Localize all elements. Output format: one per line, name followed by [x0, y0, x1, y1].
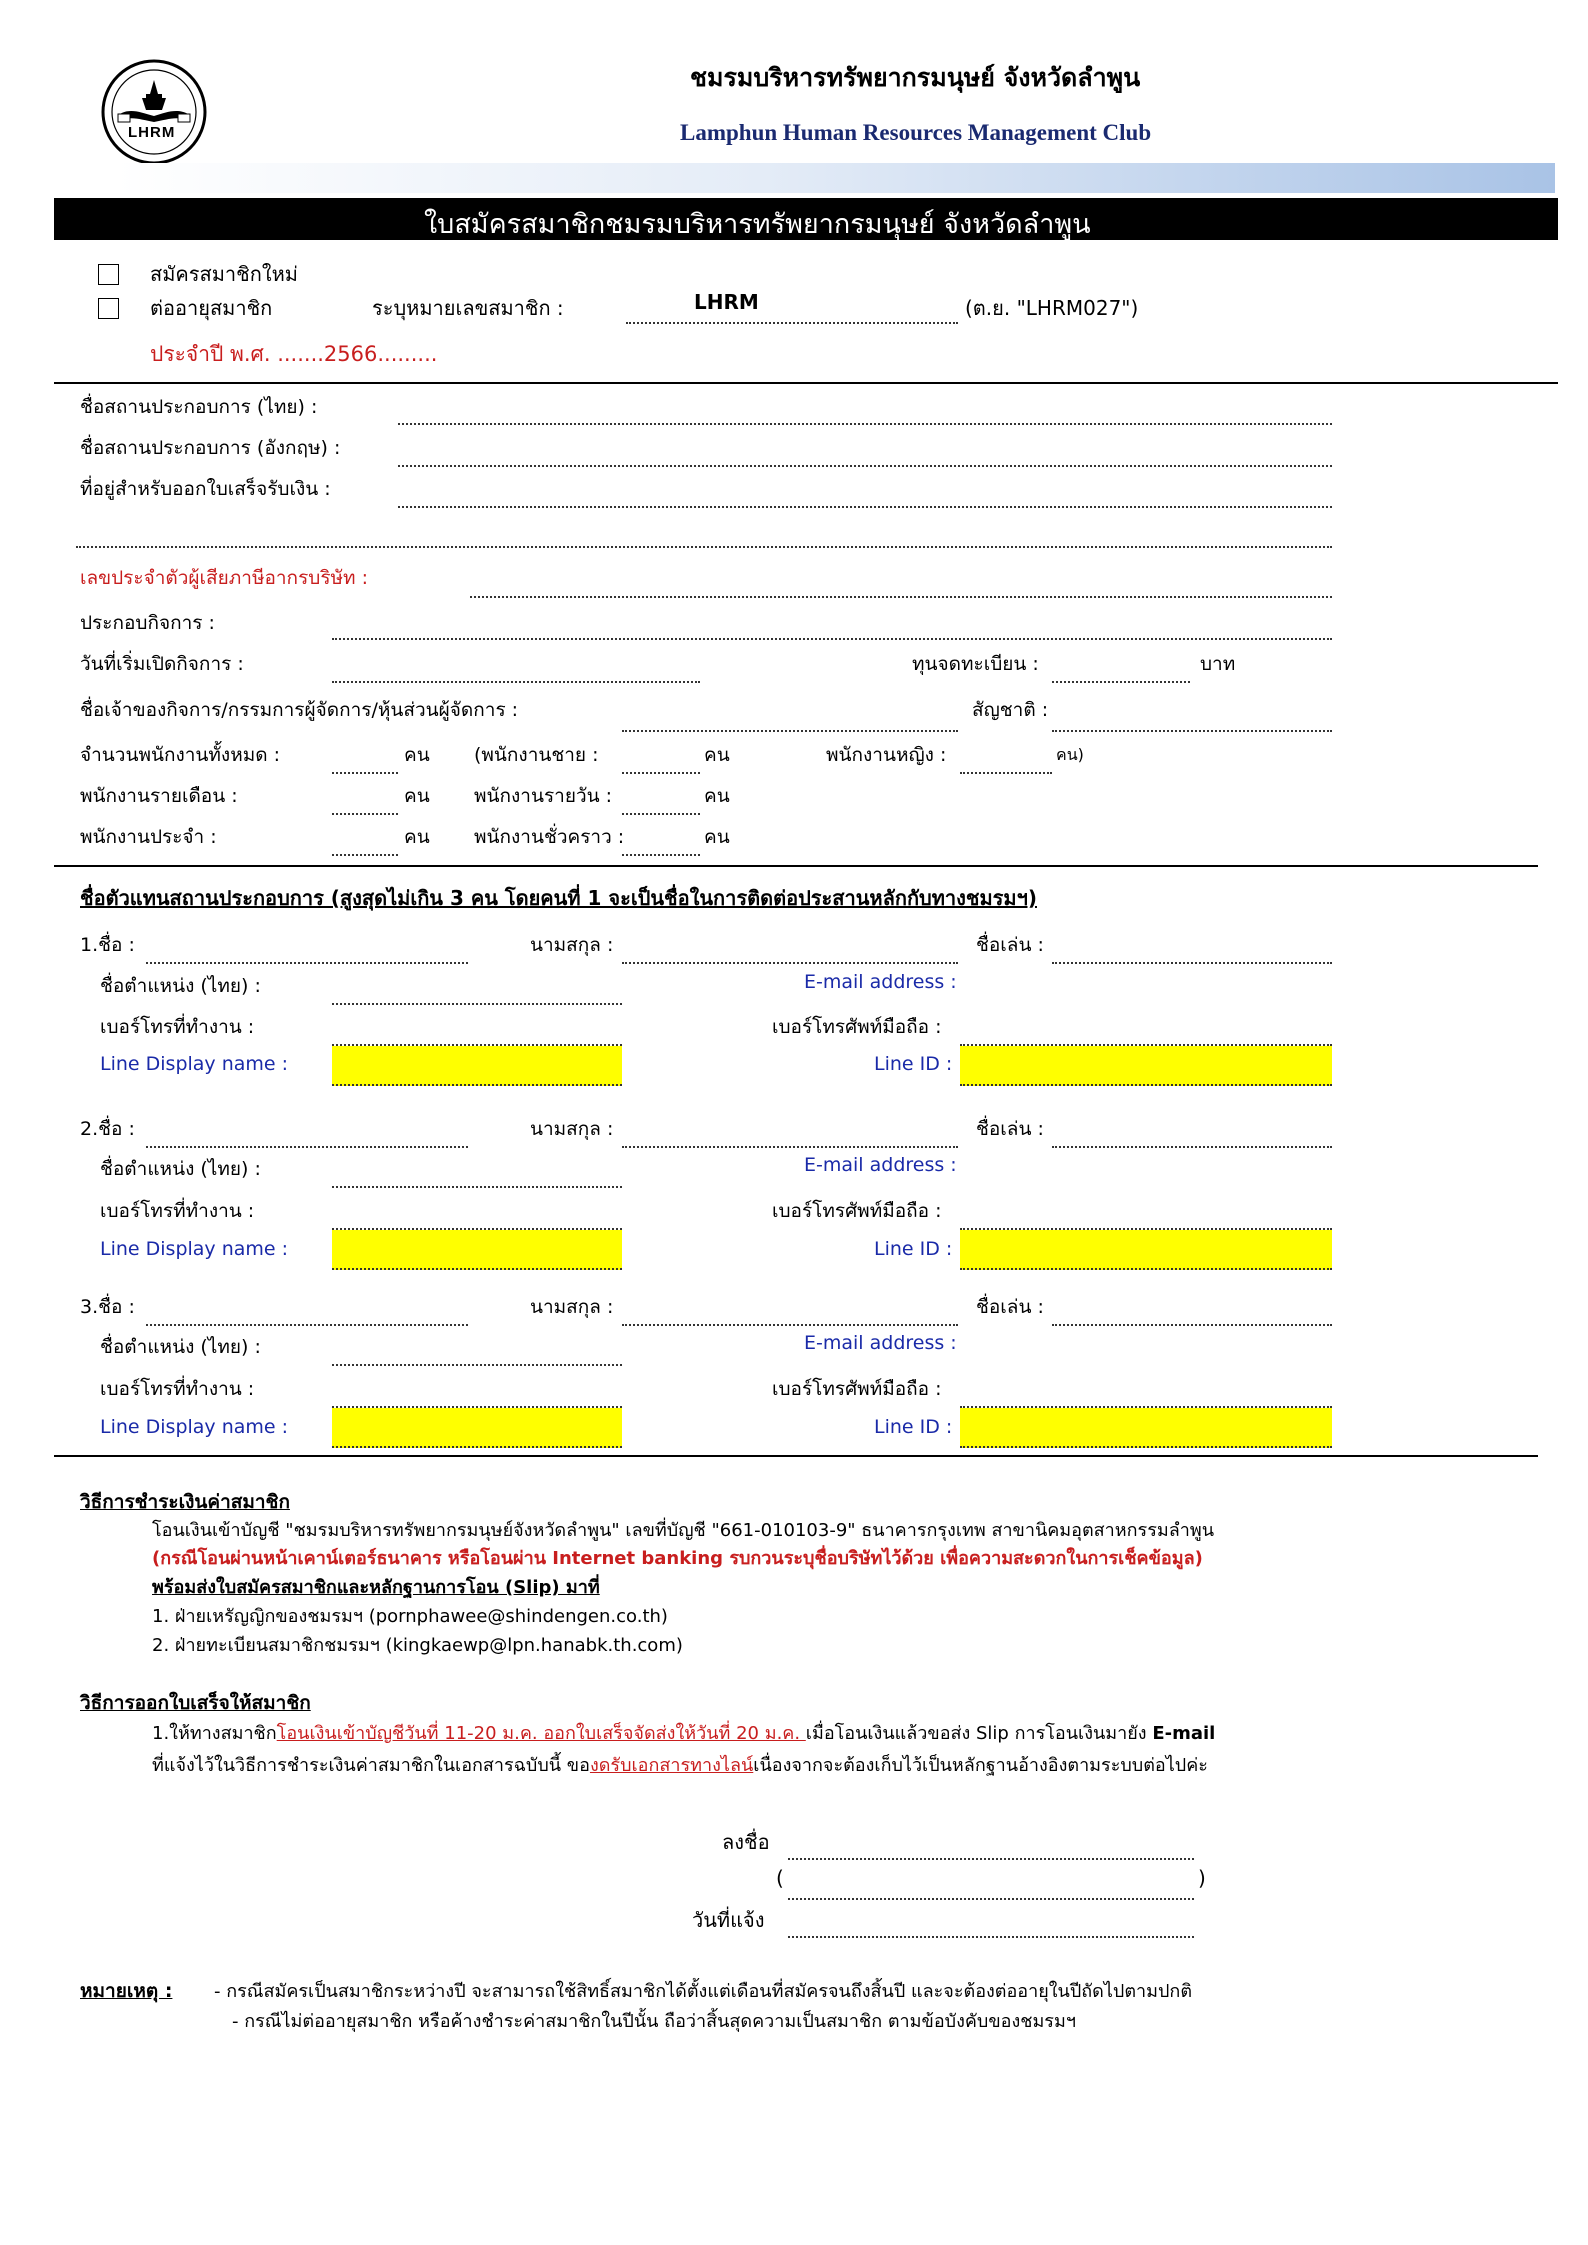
nationality-field[interactable]	[1052, 730, 1332, 732]
temporary-employees-label: พนักงานชั่วคราว :	[474, 826, 625, 848]
form-title: ใบสมัครสมาชิกชมรมบริหารทรัพยากรมนุษย์ จังหวัดลำพูน	[424, 209, 1091, 240]
rep-work-phone-label: เบอร์โทรที่ทำงาน :	[100, 1378, 255, 1400]
logo-emblem-icon	[100, 58, 208, 166]
rep-position-field[interactable]	[332, 1186, 622, 1188]
notify-date-label: วันที่แจ้ง	[692, 1908, 765, 1932]
logo-text: LHRM	[128, 124, 176, 141]
receipt-line-2c: เนื่องจากจะต้องเก็บไว้เป็นหลักฐานอ้างอิงตามระบบต่อไปค่ะ	[753, 1755, 1208, 1776]
receipt-line-2a: ที่แจ้งไว้ในวิธีการชำระเงินค่าสมาชิกในเอกสารฉบับนี้ ขอ	[152, 1755, 590, 1776]
rep-name-field[interactable]	[146, 962, 468, 964]
rep-line-id-field[interactable]	[960, 1230, 1332, 1270]
rep-line-id-label: Line ID :	[874, 1053, 953, 1075]
club-name-thai: ชมรมบริหารทรัพยากรมนุษย์ จังหวัดลำพูน	[690, 63, 1141, 92]
member-number-label: ระบุหมายเลขสมาชิก :	[372, 296, 564, 320]
club-logo	[100, 58, 208, 166]
signature-label: ลงชื่อ	[722, 1830, 770, 1854]
capital-field[interactable]	[1052, 681, 1190, 683]
member-number-field[interactable]	[626, 322, 958, 324]
temporary-employees-field[interactable]	[622, 854, 700, 856]
rep-email-label: E-mail address :	[804, 1332, 957, 1354]
rep-surname-label: นามสกุล :	[530, 1296, 614, 1318]
temporary-employees-unit: คน	[704, 826, 730, 848]
member-number-value: LHRM	[694, 290, 759, 314]
rep-work-phone-label: เบอร์โทรที่ทำงาน :	[100, 1016, 255, 1038]
member-number-example: (ต.ย. "LHRM027")	[965, 296, 1139, 320]
rep-mobile-label: เบอร์โทรศัพท์มือถือ :	[772, 1200, 942, 1222]
capital-label: ทุนจดทะเบียน :	[912, 653, 1039, 675]
representative-block-2	[0, 1112, 1588, 1272]
rep-line-name-label: Line Display name :	[100, 1053, 289, 1075]
notes-label: หมายเหตุ :	[80, 1980, 173, 2002]
new-member-label: สมัครสมาชิกใหม่	[150, 262, 298, 286]
rep-mobile-label: เบอร์โทรศัพท์มือถือ :	[772, 1016, 942, 1038]
rep-line-name-field[interactable]	[332, 1046, 622, 1086]
permanent-employees-field[interactable]	[332, 854, 398, 856]
rep-name-label: 2.ชื่อ :	[80, 1118, 135, 1140]
receipt-address-label: ที่อยู่สำหรับออกใบเสร็จรับเงิน :	[80, 478, 331, 500]
business-type-label: ประกอบกิจการ :	[80, 612, 215, 634]
start-date-field[interactable]	[332, 681, 700, 683]
receipt-line-1c: เมื่อโอนเงินแล้วขอส่ง Slip การโอนเงินมายัง	[805, 1723, 1153, 1744]
tax-id-label: เลขประจำตัวผู้เสียภาษีอากรบริษัท :	[80, 567, 369, 589]
male-employees-label: (พนักงานชาย :	[474, 744, 599, 766]
female-employees-label: พนักงานหญิง :	[826, 744, 947, 766]
rep-position-label: ชื่อตำแหน่ง (ไทย) :	[100, 1158, 261, 1180]
note-1: - กรณีสมัครเป็นสมาชิกระหว่างปี จะสามารถใช้สิทธิ์สมาชิกได้ตั้งแต่เดือนที่สมัครจนถึงสิ้นปี และจะต้องต่ออายุในปีถัดไปตามปกติ	[214, 1981, 1193, 2002]
rep-nickname-label: ชื่อเล่น :	[976, 1118, 1044, 1140]
female-employees-unit: คน)	[1056, 745, 1084, 764]
total-employees-field[interactable]	[332, 772, 398, 774]
rep-position-field[interactable]	[332, 1003, 622, 1005]
rep-line-name-label: Line Display name :	[100, 1416, 289, 1438]
printed-name-field[interactable]	[788, 1898, 1194, 1900]
male-employees-field[interactable]	[622, 772, 700, 774]
representative-block-1	[0, 928, 1588, 1088]
rep-line-id-field[interactable]	[960, 1046, 1332, 1086]
nationality-label: สัญชาติ :	[972, 699, 1049, 721]
monthly-employees-field[interactable]	[332, 813, 398, 815]
female-employees-field[interactable]	[960, 772, 1052, 774]
paren-close: )	[1198, 1866, 1206, 1890]
rep-surname-field[interactable]	[622, 1324, 958, 1326]
rep-line-id-field[interactable]	[960, 1408, 1332, 1448]
owner-field[interactable]	[622, 730, 958, 732]
daily-employees-unit: คน	[704, 785, 730, 807]
note-2: - กรณีไม่ต่ออายุสมาชิก หรือค้างชำระค่าสมาชิกในปีนั้น ถือว่าสิ้นสุดความเป็นสมาชิก ตามข้อบังคับของชมรมฯ	[232, 2011, 1076, 2032]
rep-name-label: 3.ชื่อ :	[80, 1296, 135, 1318]
renew-member-checkbox[interactable]	[98, 298, 119, 319]
receipt-address-field-2[interactable]	[76, 546, 1332, 548]
receipt-line-2b: งดรับเอกสารทางไลน์	[589, 1755, 754, 1776]
rep-position-field[interactable]	[332, 1364, 622, 1366]
company-name-thai-field[interactable]	[398, 423, 1332, 425]
signature-field[interactable]	[788, 1858, 1194, 1860]
divider-2	[54, 865, 1538, 867]
rep-line-name-field[interactable]	[332, 1408, 622, 1448]
permanent-employees-unit: คน	[404, 826, 430, 848]
divider-1	[54, 382, 1558, 384]
rep-name-field[interactable]	[146, 1146, 468, 1148]
payment-line-4: 1. ฝ่ายเหรัญญิกของชมรมฯ (pornphawee@shindengen.co.th)	[152, 1606, 668, 1627]
business-type-field[interactable]	[332, 638, 1332, 640]
club-name-english: Lamphun Human Resources Management Club	[680, 120, 1152, 145]
owner-label: ชื่อเจ้าของกิจการ/กรรมการผู้จัดการ/หุ้นส่วนผู้จัดการ :	[80, 699, 519, 721]
male-employees-unit: คน	[704, 744, 730, 766]
rep-line-name-label: Line Display name :	[100, 1238, 289, 1260]
rep-line-name-field[interactable]	[332, 1230, 622, 1270]
rep-surname-label: นามสกุล :	[530, 1118, 614, 1140]
rep-email-label: E-mail address :	[804, 1154, 957, 1176]
tax-id-field[interactable]	[470, 596, 1332, 598]
total-employees-label: จำนวนพนักงานทั้งหมด :	[80, 744, 281, 766]
membership-year: ประจำปี พ.ศ. .......2566.........	[150, 342, 438, 366]
header-gradient-bar	[115, 163, 1555, 193]
company-name-english-field[interactable]	[398, 465, 1332, 467]
rep-position-label: ชื่อตำแหน่ง (ไทย) :	[100, 975, 261, 997]
renew-member-label: ต่ออายุสมาชิก	[150, 296, 273, 320]
paren-open: (	[776, 1866, 784, 1890]
rep-nickname-label: ชื่อเล่น :	[976, 1296, 1044, 1318]
permanent-employees-label: พนักงานประจำ :	[80, 826, 217, 848]
monthly-employees-unit: คน	[404, 785, 430, 807]
receipt-line-1	[152, 1718, 1215, 1747]
rep-surname-field[interactable]	[622, 1146, 958, 1148]
start-date-label: วันที่เริ่มเปิดกิจการ :	[80, 653, 244, 675]
daily-employees-field[interactable]	[622, 813, 700, 815]
rep-nickname-label: ชื่อเล่น :	[976, 934, 1044, 956]
rep-nickname-field[interactable]	[1052, 962, 1332, 964]
rep-line-id-label: Line ID :	[874, 1416, 953, 1438]
receipt-line-2	[152, 1750, 1208, 1779]
rep-name-field[interactable]	[146, 1324, 468, 1326]
company-name-thai-label: ชื่อสถานประกอบการ (ไทย) :	[80, 396, 318, 418]
capital-unit: บาท	[1200, 653, 1236, 675]
rep-position-label: ชื่อตำแหน่ง (ไทย) :	[100, 1336, 261, 1358]
payment-line-3: พร้อมส่งใบสมัครสมาชิกและหลักฐานการโอน (Slip) มาที่	[152, 1577, 600, 1598]
daily-employees-label: พนักงานรายวัน :	[474, 785, 613, 807]
payment-line-5: 2. ฝ่ายทะเบียนสมาชิกชมรมฯ (kingkaewp@lpn.hanabk.th.com)	[152, 1635, 683, 1656]
rep-work-phone-label: เบอร์โทรที่ทำงาน :	[100, 1200, 255, 1222]
receipt-heading: วิธีการออกใบเสร็จให้สมาชิก	[80, 1692, 311, 1714]
rep-mobile-label: เบอร์โทรศัพท์มือถือ :	[772, 1378, 942, 1400]
receipt-address-field-1[interactable]	[398, 506, 1332, 508]
rep-surname-field[interactable]	[622, 962, 958, 964]
representatives-heading: ชื่อตัวแทนสถานประกอบการ (สูงสุดไม่เกิน 3 คน โดยคนที่ 1 จะเป็นชื่อในการติดต่อประสานหลักกับทางชมรมฯ)	[80, 886, 1037, 910]
monthly-employees-label: พนักงานรายเดือน :	[80, 785, 238, 807]
rep-nickname-field[interactable]	[1052, 1146, 1332, 1148]
receipt-line-1a: 1.ให้ทางสมาชิก	[152, 1723, 277, 1744]
rep-nickname-field[interactable]	[1052, 1324, 1332, 1326]
representative-block-3	[0, 1290, 1588, 1450]
rep-name-label: 1.ชื่อ :	[80, 934, 135, 956]
payment-line-2: (กรณีโอนผ่านหน้าเคาน์เตอร์ธนาคาร หรือโอนผ่าน Internet banking รบกวนระบุชื่อบริษัทไว้ด้วย เพื่อความสะดวกในการเช็คข้อมูล)	[152, 1548, 1203, 1569]
rep-email-label: E-mail address :	[804, 971, 957, 993]
total-employees-unit: คน	[404, 744, 430, 766]
rep-line-id-label: Line ID :	[874, 1238, 953, 1260]
receipt-line-1d: E-mail	[1152, 1723, 1216, 1744]
receipt-line-1b: โอนเงินเข้าบัญชีวันที่ 11-20 ม.ค. ออกใบเสร็จจัดส่งให้วันที่ 20 ม.ค.	[276, 1723, 806, 1744]
notify-date-field[interactable]	[788, 1936, 1194, 1938]
payment-line-1: โอนเงินเข้าบัญชี "ชมรมบริหารทรัพยากรมนุษย์จังหวัดลำพูน" เลขที่บัญชี "661-010103-9" ธนาคารกรุงเทพ สาขานิคมอุตสาหกรรมลำพูน	[152, 1520, 1215, 1541]
company-name-english-label: ชื่อสถานประกอบการ (อังกฤษ) :	[80, 437, 341, 459]
payment-heading: วิธีการชำระเงินค่าสมาชิก	[80, 1491, 290, 1513]
rep-surname-label: นามสกุล :	[530, 934, 614, 956]
new-member-checkbox[interactable]	[98, 264, 119, 285]
divider-3	[54, 1455, 1538, 1457]
form-title-bar	[54, 198, 1558, 240]
